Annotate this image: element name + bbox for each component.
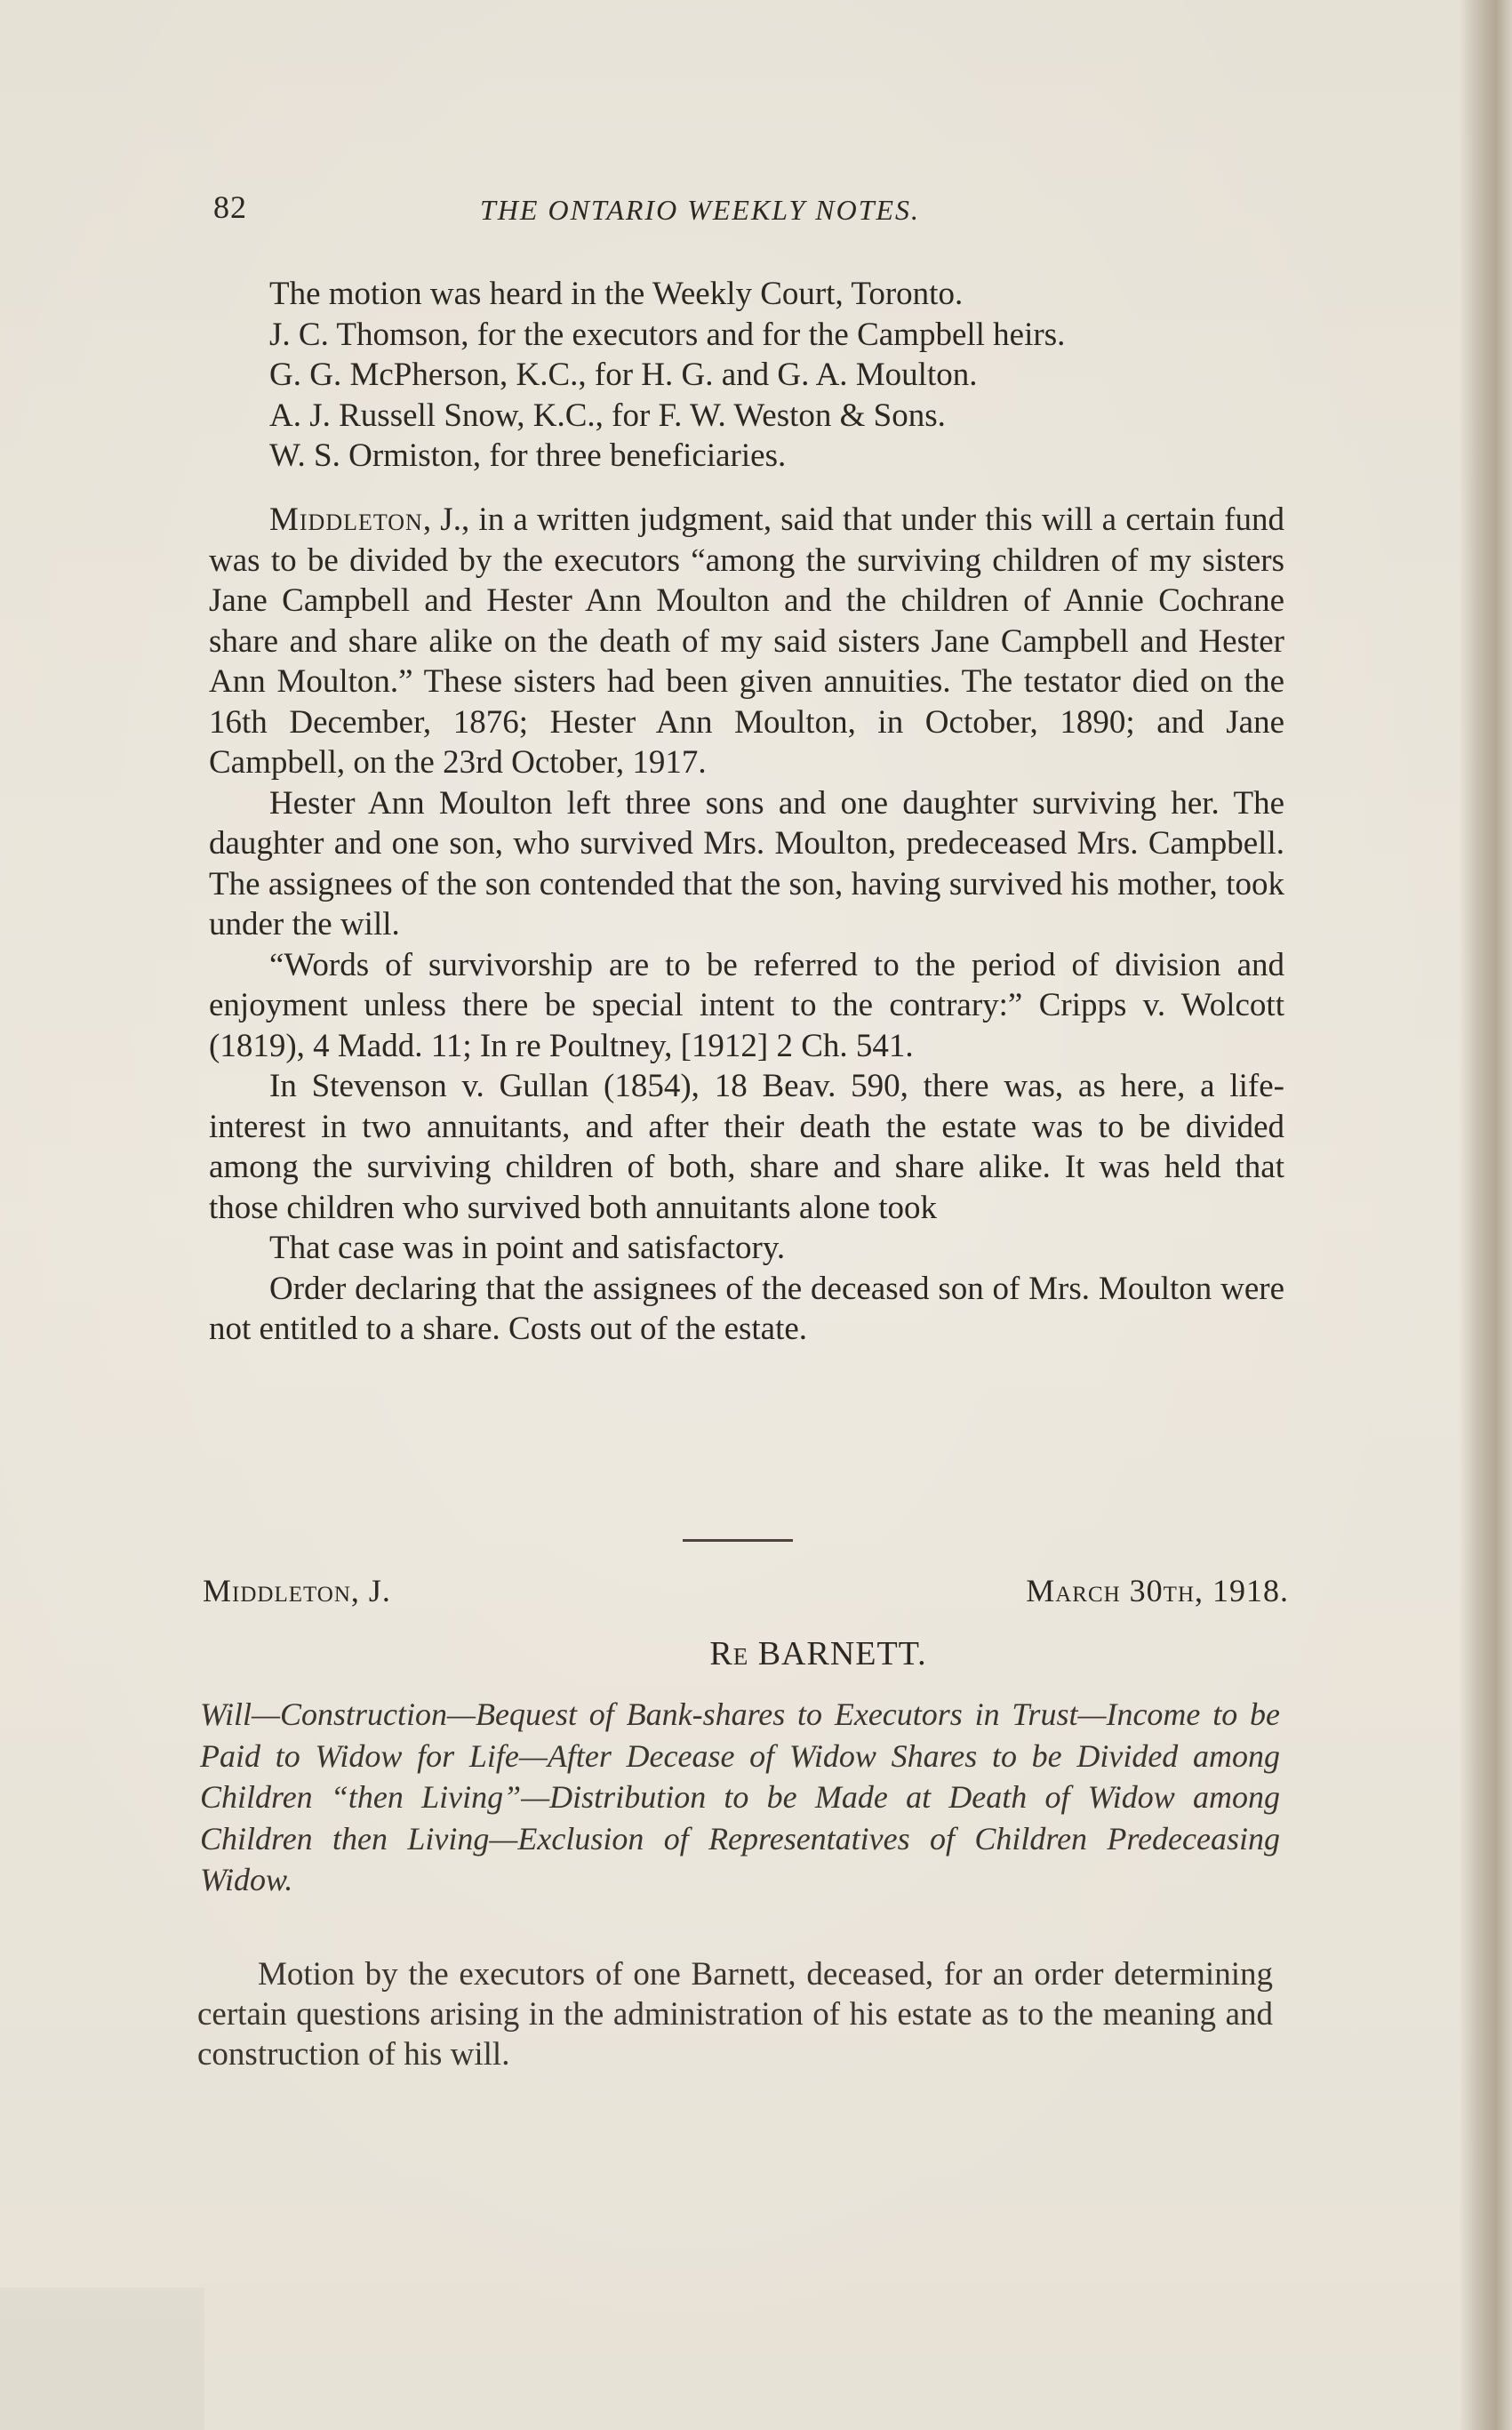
headnote-text: Will—Construction—Bequest of Bank-shares to Executors in Trust—Income to be Paid to Widow for Life—After Decease of Widow Shares to be Divided among Children “then Living”—Distribution to be Made at Death of Widow among Children then Living—Exclusion of Representatives of Children Predeceasing Widow.	[200, 1696, 1280, 1897]
motion-paragraph: Motion by the executors of one Barnett, deceased, for an order determining certain questions arising in the administration of his estate as to the meaning and construction of his will.	[197, 1956, 1273, 2073]
page-corner-discoloration	[0, 2288, 204, 2430]
counsel-line: J. C. Thomson, for the executors and for the Campbell heirs.	[269, 316, 1066, 353]
counsel-line: A. J. Russell Snow, K.C., for F. W. Weston & Sons.	[269, 397, 946, 434]
case-title-wrap	[0, 1634, 1512, 1673]
judgment-paragraph: Hester Ann Moulton left three sons and one daughter surviving her. The daughter and one son, who survived Mrs. Moulton, predeceased Mrs. Campbell. The assignees of the son contended that the son, having survived his mother, took under the will.	[209, 784, 1284, 942]
counsel-list	[209, 274, 1298, 477]
case-judge: Middleton, J.	[203, 1573, 391, 1608]
counsel-line: G. G. McPherson, K.C., for H. G. and G. A. Moulton.	[269, 357, 978, 393]
counsel-line: The motion was heard in the Weekly Court, Toronto.	[269, 276, 964, 312]
case-date: March 30th, 1918.	[1026, 1573, 1289, 1608]
judgment-paragraph-text: , J., in a written judgment, said that under this will a certain fund was to be divided by the executors “among the surviving children of my sisters Jane Campbell and Hester Ann Moulton and the children of Annie Cochrane share and share alike on the death of my said sisters Jane Campbell and Hester Ann Moulton.” These sisters had been given annuities. The testator died on the 16th December, 1876; Hester Ann Moulton, in October, 1890; and Jane Campbell, on the 23rd October, 1917.	[209, 501, 1284, 781]
counsel-line: W. S. Ormiston, for three beneficiaries.	[269, 437, 787, 474]
case-title: Re BARNETT.	[709, 1635, 927, 1672]
judgment-paragraph: In Stevenson v. Gullan (1854), 18 Beav. 590, there was, as here, a life-interest in two annuitants, and after their death the estate was to be divided among the surviving children of both, share and share alike. It was held that those children who survived both annuitants alone took	[209, 1068, 1284, 1226]
judgment-body	[209, 500, 1284, 1350]
page-binding-edge	[1459, 0, 1512, 2430]
judgment-paragraph: That case was in point and satisfactory.	[269, 1230, 786, 1266]
case-motion	[197, 1954, 1273, 2074]
page-number: 82	[213, 189, 247, 225]
judgment-paragraph	[209, 500, 1284, 783]
running-title: THE ONTARIO WEEKLY NOTES.	[480, 194, 921, 226]
judge-name: Middleton	[269, 501, 423, 538]
page-header	[213, 188, 1298, 233]
judgment-paragraph: Order declaring that the assignees of the deceased son of Mrs. Moulton were not entitled to a share. Costs out of the estate.	[209, 1270, 1284, 1347]
case-judge-date-line	[203, 1572, 1289, 1616]
judgment-paragraph: “Words of survivorship are to be referred to the period of division and enjoyment unless there be special intent to the contrary:” Cripps v. Wolcott (1819), 4 Madd. 11; In re Poultney, [1912] 2 Ch. 541.	[209, 946, 1284, 1064]
case-headnote	[200, 1694, 1280, 1901]
section-divider	[683, 1539, 793, 1542]
